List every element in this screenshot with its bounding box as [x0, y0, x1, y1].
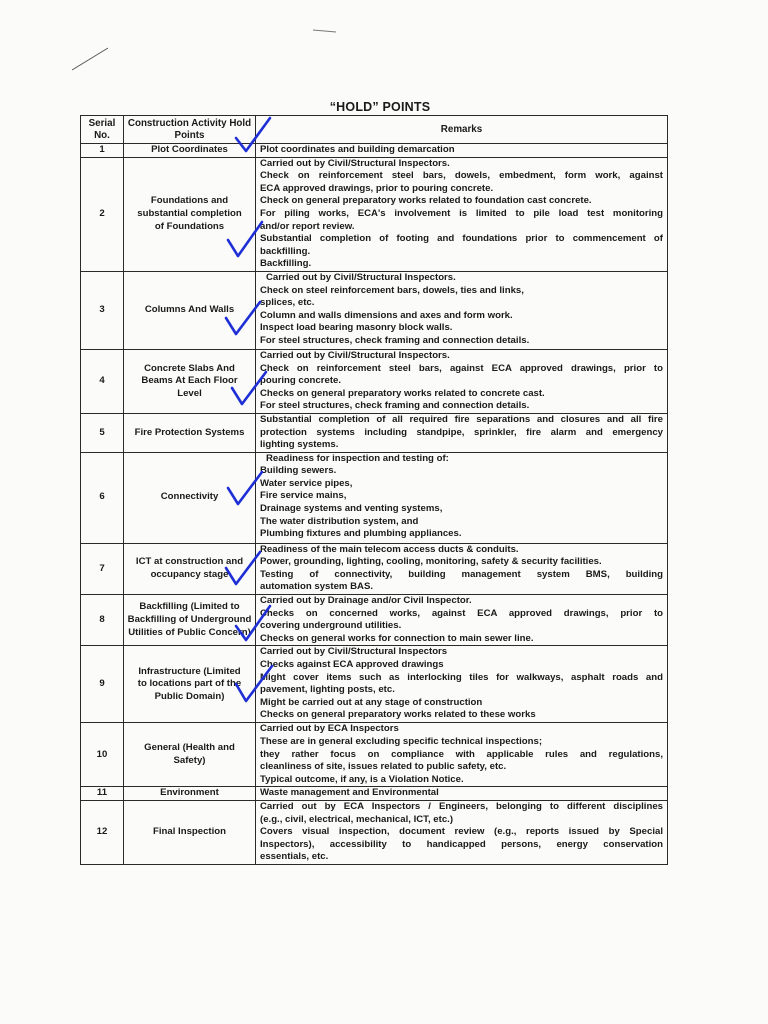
remark-line: Drainage systems and venting systems,: [260, 503, 443, 515]
remark-line: Carried out by ECA Inspectors: [260, 723, 399, 735]
activity-cell: Columns And Walls: [124, 271, 256, 349]
remark-line: Carried out by Civil/Structural Inspectors: [260, 646, 448, 658]
remark-line: Carried out by Drainage and/or Civil Inspector.: [260, 595, 472, 607]
remarks-cell: [256, 787, 668, 801]
remark-line: Backfilling.: [260, 258, 312, 270]
serial-cell: 10: [81, 723, 124, 787]
header-activity: Construction Activity Hold Points: [124, 116, 256, 144]
remarks-cell: [256, 271, 668, 349]
remark-line: backfilling.: [260, 245, 311, 257]
table-row: [81, 723, 668, 787]
activity-cell: General (Health and Safety): [124, 723, 256, 787]
remark-line: Readiness for inspection and testing of:: [266, 452, 449, 464]
remarks-cell: [256, 157, 668, 271]
serial-cell: 6: [81, 452, 124, 543]
serial-cell: 9: [81, 646, 124, 723]
remarks-cell: [256, 646, 668, 723]
table-row: [81, 543, 668, 594]
serial-cell: 5: [81, 413, 124, 452]
remarks-cell: [256, 543, 668, 594]
activity-cell: Concrete Slabs And Beams At Each Floor Level: [124, 349, 256, 413]
remark-line: Might be carried out at any stage of construction: [260, 696, 483, 708]
serial-cell: 3: [81, 271, 124, 349]
header-remarks: Remarks: [256, 116, 668, 144]
remark-line: Building sewers.: [260, 465, 337, 477]
activity-cell: Fire Protection Systems: [124, 413, 256, 452]
table-row: [81, 144, 668, 158]
remark-line: and/or report review.: [260, 220, 355, 232]
remark-line: Checks against ECA approved drawings: [260, 659, 444, 671]
remark-line: Checks on concerned works, against ECA approved drawings, prior to: [260, 607, 663, 619]
table-row: [81, 646, 668, 723]
remark-line: Covers visual inspection, document review (e.g., reports issued by Special: [260, 826, 663, 838]
remark-line: Column and walls dimensions and axes and form work.: [260, 309, 513, 321]
remark-line: The water distribution system, and: [260, 515, 419, 527]
remark-line: Check on reinforcement steel bars, against ECA approved drawings, prior to: [260, 362, 663, 374]
activity-cell: Final Inspection: [124, 801, 256, 865]
remark-line: ECA approved drawings, prior to pouring concrete.: [260, 182, 494, 194]
remark-line: Testing of connectivity, building management system BMS, building: [260, 568, 663, 580]
remark-line: (e.g., civil, electrical, mechanical, ICT, etc.): [260, 813, 454, 825]
remarks-cell: [256, 723, 668, 787]
activity-cell: Plot Coordinates: [124, 144, 256, 158]
remark-line: Plot coordinates and building demarcation: [260, 144, 455, 155]
remark-line: Inspect load bearing masonry block walls.: [260, 322, 453, 334]
activity-cell: Foundations and substantial completion of Foundations: [124, 157, 256, 271]
remark-line: pavement, lighting posts, etc.: [260, 684, 395, 696]
remark-line: Fire service mains,: [260, 490, 347, 502]
table-row: [81, 271, 668, 349]
remark-line: For steel structures, check framing and connection details.: [260, 400, 530, 412]
serial-cell: 11: [81, 787, 124, 801]
remark-line: protection systems including standpipe, sprinkler, fire alarm and emergency: [260, 426, 663, 438]
remark-line: Carried out by Civil/Structural Inspectors.: [266, 271, 456, 283]
remark-line: Waste management and Environmental: [260, 787, 439, 799]
remark-line: Water service pipes,: [260, 477, 353, 489]
activity-cell: Backfilling (Limited to Backfilling of Underground Utilities of Public Concern): [124, 595, 256, 646]
activity-cell: Connectivity: [124, 452, 256, 543]
remark-line: Power, grounding, lighting, cooling, monitoring, safety & security facilities.: [260, 556, 602, 568]
header-serial: Serial No.: [81, 116, 124, 144]
remark-line: automation system BAS.: [260, 581, 374, 593]
remarks-cell: [256, 452, 668, 543]
remarks-cell: [256, 349, 668, 413]
table-row: [81, 157, 668, 271]
remark-line: covering underground utilities.: [260, 620, 402, 632]
remark-line: Check on steel reinforcement bars, dowels, ties and links,: [260, 284, 524, 296]
remark-line: cleanliness of site, issues related to public safety, etc.: [260, 761, 507, 773]
remark-line: Carried out by Civil/Structural Inspectors.: [260, 349, 450, 361]
remark-line: lighting systems.: [260, 439, 339, 451]
remarks-cell: [256, 144, 668, 158]
remark-line: splices, etc.: [260, 297, 315, 309]
remark-line: For piling works, ECA's involvement is limited to pile load test monitoring: [260, 207, 663, 219]
hold-points-table: [80, 115, 668, 865]
serial-cell: 4: [81, 349, 124, 413]
table-row: [81, 595, 668, 646]
remark-line: For steel structures, check framing and connection details.: [260, 334, 530, 346]
serial-cell: 12: [81, 801, 124, 865]
remark-line: Typical outcome, if any, is a Violation Notice.: [260, 773, 464, 785]
remark-line: Checks on general preparatory works related to these works: [260, 709, 536, 721]
table-row: [81, 413, 668, 452]
serial-cell: 1: [81, 144, 124, 158]
remark-line: they rather focus on compliance with applicable rules and regulations,: [260, 748, 663, 760]
table-row: [81, 349, 668, 413]
remark-line: Check on reinforcement steel bars, dowels, embedment, form work, against: [260, 170, 663, 182]
remark-line: pouring concrete.: [260, 375, 342, 387]
remark-line: Check on general preparatory works related to foundation cast concrete.: [260, 195, 592, 207]
remark-line: Inspectors), accessibility to handicapped persons, energy conservation: [260, 838, 663, 850]
serial-cell: 8: [81, 595, 124, 646]
remark-line: essentials, etc.: [260, 851, 329, 863]
remarks-cell: [256, 595, 668, 646]
remark-line: These are in general excluding specific technical inspections;: [260, 736, 543, 748]
remark-line: Checks on general preparatory works related to concrete cast.: [260, 387, 545, 399]
page-title: “HOLD” POINTS: [329, 100, 431, 114]
remark-line: Substantial completion of all required fire separations and closures and all fire: [260, 413, 663, 425]
activity-cell: ICT at construction and occupancy stage: [124, 543, 256, 594]
remarks-cell: [256, 801, 668, 865]
activity-cell: Environment: [124, 787, 256, 801]
remark-line: Carried out by Civil/Structural Inspectors.: [260, 157, 450, 169]
remarks-cell: [256, 413, 668, 452]
serial-cell: 2: [81, 157, 124, 271]
remark-line: Checks on general works for connection to main sewer line.: [260, 632, 534, 644]
remark-line: Plumbing fixtures and plumbing appliances.: [260, 528, 462, 540]
table-row: [81, 787, 668, 801]
remark-line: Carried out by ECA Inspectors / Engineers, belonging to different disciplines: [260, 801, 663, 813]
remark-line: Readiness of the main telecom access ducts & conduits.: [260, 543, 519, 555]
table-row: [81, 801, 668, 865]
remark-line: Might cover items such as interlocking tiles for walkways, asphalt roads and: [260, 671, 663, 683]
table-row: [81, 452, 668, 543]
activity-cell: Infrastructure (Limited to locations part of the Public Domain): [124, 646, 256, 723]
remark-line: Substantial completion of footing and foundations prior to commencement of: [260, 233, 663, 245]
serial-cell: 7: [81, 543, 124, 594]
